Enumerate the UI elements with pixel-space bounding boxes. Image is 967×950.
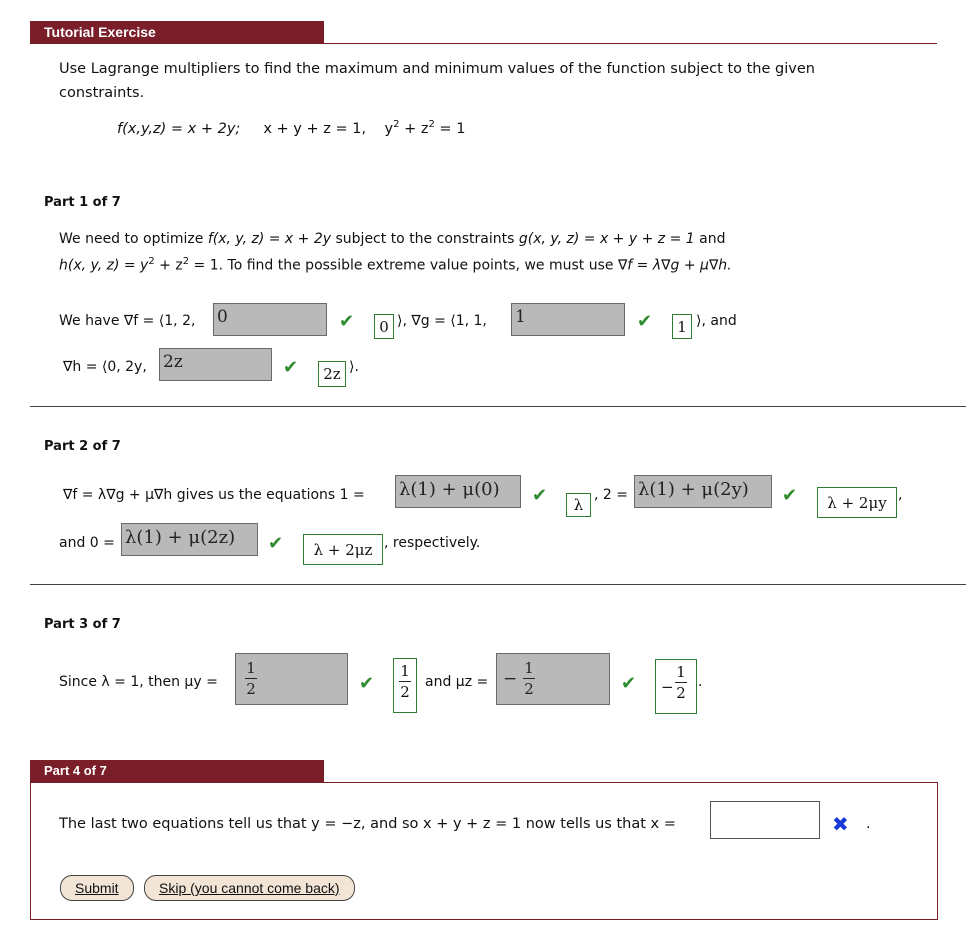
part2-correct2-box: λ + 2μy [817,487,897,518]
part3-correct2-box: − 1 2 [655,659,697,714]
part2-answer3-box[interactable]: λ(1) + μ(2z) [121,523,258,556]
part2-answer2-box[interactable]: λ(1) + μ(2y) [634,475,772,508]
check-icon: ✔ [359,673,375,694]
submit-button[interactable]: Submit [60,875,134,901]
part2-eq-prefix: ∇f = λ∇g + μ∇h gives us the equations 1 = [63,487,365,503]
grad-h-prefix: ∇h = ⟨0, 2y, [63,359,147,375]
tutorial-header: Tutorial Exercise [30,21,324,43]
part4-text: The last two equations tell us that y = −z, and so x + y + z = 1 now tells us that x = [59,816,676,832]
grad-g-correct-box: 1 [672,314,692,339]
grad-g-answer-box[interactable]: 1 [511,303,625,336]
problem-statement: Use Lagrange multipliers to find the maximum and minimum values of the function subject to the given [59,61,815,77]
grad-h-answer-box[interactable]: 2z [159,348,272,381]
part3-period: . [698,674,703,690]
part3-answer2-box[interactable]: − 1 2 [496,653,610,705]
check-icon: ✔ [637,311,653,332]
problem-statement-cont: constraints. [59,85,145,101]
separator [30,584,966,585]
grad-h-correct-box: 2z [318,361,346,387]
grad-f-prefix: We have ∇f = ⟨1, 2, [59,313,196,329]
problem-equations: f(x,y,z) = x + 2y; x + y + z = 1, $y^2 + z^2 = 1$ [117,119,466,137]
x-answer-input[interactable] [710,801,820,839]
check-icon: ✔ [621,673,637,694]
part2-correct1-box: λ [566,493,591,517]
part2-mid: , 2 = [594,487,628,503]
grad-f-correct-box: 0 [374,314,394,339]
part2-correct3-box: λ + 2μz [303,534,383,565]
part1-line1: We need to optimize f(x, y, z) = x + 2y subject to the constraints g(x, y, z) = x + y + z = 1 and [59,231,726,247]
part3-answer1-box[interactable]: 1 2 [235,653,348,705]
grad-h-suffix: ⟩. [349,359,359,375]
part2-suffix: , respectively. [384,535,481,551]
part3-label: Part 3 of 7 [44,617,121,632]
part1-line2: h(x, y, $z) = y^2 + z^2 = 1$. To find the possible extreme value points, we must use ∇f = λ∇g + μ∇h. [59,256,732,274]
grad-g-prefix: ⟩, ∇g = ⟨1, 1, [397,313,487,329]
part3-mid: and μz = [425,674,489,690]
part3-since: Since λ = 1, then μy = [59,674,218,690]
separator [30,406,966,407]
part2-label: Part 2 of 7 [44,439,121,454]
part2-answer1-box[interactable]: λ(1) + μ(0) [395,475,521,508]
part1-label: Part 1 of 7 [44,195,121,210]
part4-label: Part 4 of 7 [30,760,324,782]
grad-f-answer-box[interactable]: 0 [213,303,327,336]
check-icon: ✔ [782,485,798,506]
grad-g-suffix: ⟩, and [696,313,737,329]
part3-correct1-box: $\frac{1}{2}$ [393,658,417,713]
part2-and-prefix: and 0 = [59,535,115,551]
check-icon: ✔ [283,357,299,378]
check-icon: ✔ [532,485,548,506]
check-icon: ✔ [339,311,355,332]
skip-button[interactable]: Skip (you cannot come back) [144,875,355,901]
check-icon: ✔ [268,533,284,554]
part4-period: . [866,816,871,832]
header-rule [30,43,937,44]
part2-comma: , [898,487,903,503]
incorrect-x-icon: ✖ [832,812,849,836]
